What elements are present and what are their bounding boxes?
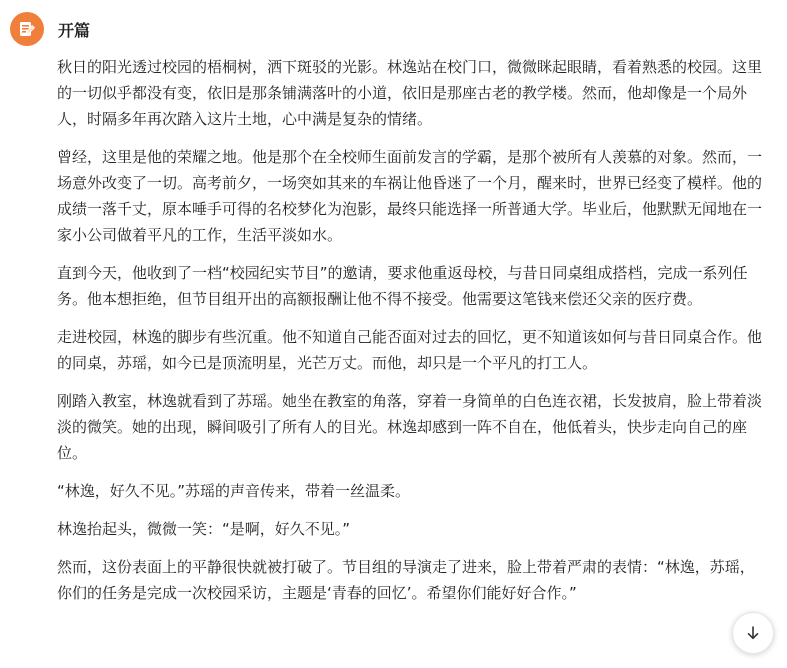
arrow-down-icon	[744, 624, 762, 642]
paragraph: 曾经，这里是他的荣耀之地。他是那个在全校师生面前发言的学霸，是那个被所有人羡慕的对象。然而，一场意外改变了一切。高考前夕，一场突如其来的车祸让他昏迷了一个月，醒来时，世界已经变了模样。他的成绩一落千丈，原本唾手可得的名校梦化为泡影，最终只能选择一所普通大学。毕业后，他默默无闻地在一家小公司做着平凡的工作，生活平淡如水。	[57, 148, 763, 244]
paragraph: 秋日的阳光透过校园的梧桐树，洒下斑驳的光影。林逸站在校门口，微微眯起眼睛，看着熟悉的校园。这里的一切似乎都没有变，依旧是那条铺满落叶的小道，依旧是那座古老的教学楼。然而，他却像是一个局外人，时隔多年再次踏入这片土地，心中满是复杂的情绪。	[57, 58, 763, 128]
paragraph: “林逸，好久不见。”苏瑶的声音传来，带着一丝温柔。	[57, 482, 411, 500]
section-title: 开篇	[58, 20, 91, 40]
paragraph: 刚踏入教室，林逸就看到了苏瑶。她坐在教室的角落，穿着一身简单的白色连衣裙，长发披肩，脸上带着淡淡的微笑。她的出现，瞬间吸引了所有人的目光。林逸却感到一阵不自在，他低着头，快步走向自己的座位。	[57, 392, 763, 462]
story-content	[57, 54, 769, 618]
paragraph: 走进校园，林逸的脚步有些沉重。他不知道自己能否面对过去的回忆，更不知道该如何与昔日同桌合作。他的同桌，苏瑶，如今已是顶流明星，光芒万丈。而他，却只是一个平凡的打工人。	[57, 328, 763, 372]
section-header	[10, 12, 90, 46]
document-edit-icon	[10, 12, 44, 46]
paragraph: 直到今天，他收到了一档“校园纪实节目”的邀请，要求他重返母校，与昔日同桌组成搭档，完成一系列任务。他本想拒绝，但节目组开出的高额报酬让他不得不接受。他需要这笔钱来偿还父亲的医疗费。	[57, 264, 748, 308]
scroll-to-bottom-button[interactable]	[732, 612, 774, 654]
paragraph: 林逸抬起头，微微一笑：“是啊，好久不见。”	[57, 520, 351, 538]
paragraph: 然而，这份表面上的平静很快就被打破了。节目组的导演走了进来，脸上带着严肃的表情：“林逸，苏瑶，你们的任务是完成一次校园采访，主题是‘青春的回忆’。希望你们能好好合作。”	[57, 558, 755, 602]
